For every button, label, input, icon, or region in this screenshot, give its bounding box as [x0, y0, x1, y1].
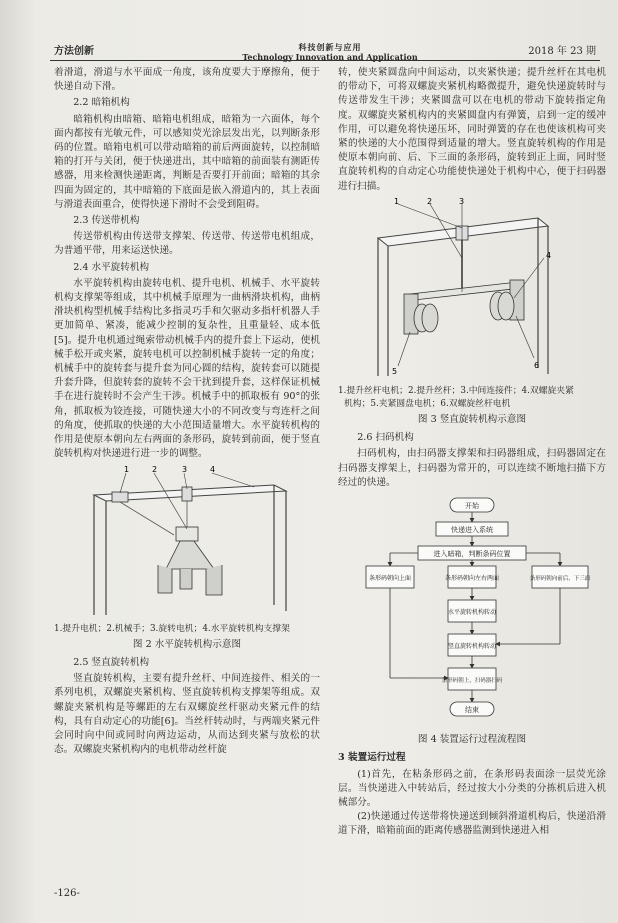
issue-label: 2018 年 23 期: [528, 46, 596, 57]
figure-legend-line: 机构；5.夹紧圆盘电机；6.双螺旋丝杆电机: [344, 399, 511, 410]
callout-2: 2: [427, 197, 433, 206]
callout-4: 4: [210, 465, 216, 475]
paragraph: 转，使夹紧圆盘向中间运动，以夹紧快递；提升丝杆在其电机的带动下，可将双螺旋夹紧机构略微提升，避免快递旋转时与传送带发生干涉；夹紧圆盘可以在电机的带动下旋转指定角度。双螺旋夹紧机构内的夹紧圆盘内有弹簧，启到一定的缓冲作用，可以避免将快递压坏，同时弹簧的存在也使该机构可夹紧的快递的大小范围得到适量的增大。竖直旋转机构的作用是使原本朝向前、后、下三面的条形码，旋转到正上面，同时竖直旋转机构的自动定心功能使快递处于机构中心，便于扫码器进行扫描。: [338, 67, 606, 192]
callout-3: 3: [459, 197, 465, 206]
horizontal-rotation-diagram: [54, 465, 320, 615]
process-flowchart: [338, 494, 606, 726]
flow-branch-right: 条形码朝向前后、下三面: [529, 576, 591, 583]
page-number: -126-: [54, 888, 80, 899]
figure-3: [338, 198, 606, 427]
flow-detect: 进入暗箱，判断条码位置: [433, 550, 511, 559]
section-heading: 2.5 竖直旋转机构: [73, 656, 150, 668]
callout-3: 3: [182, 465, 188, 475]
callout-4: 4: [546, 250, 552, 260]
paragraph: 传送带机构由传送带支撑架、传送带、传送带电机组成，为普通平带，用来运送快递。: [54, 231, 320, 257]
figure-4: [338, 494, 606, 747]
paragraph: 竖直旋转机构，主要有提升丝杆、中间连接件、相关的一系列电机，双螺旋夹紧机构、竖直旋转机构支撑架等组成。双螺旋夹紧机构是等螺距的左右双螺旋丝杆驱动夹紧元件的结构，具有自动定心的功能[6]。当丝杆转动时，与两端夹紧元件会同时向中间或同时向两边运动，从而达到夹紧与放松的状态。双螺旋夹紧机构内的电机带动丝杆旋: [54, 673, 320, 756]
callout-6: 6: [534, 360, 540, 370]
paragraph: (2)快递通过传送带将快递送到倾斜滑道机构后，快递沿滑道下滑，暗箱前面的距离传感器监测到快递进入相: [338, 811, 606, 837]
figure-caption: 图 3 竖直旋转机构示意图: [417, 414, 527, 426]
flow-end: 结束: [465, 706, 479, 715]
paragraph: 着滑道，滑道与水平面成一角度，该角度要大于摩擦角，便于快递自动下滑。: [54, 67, 320, 93]
flow-scan: 条形码朝上，扫码器扫码: [441, 678, 503, 685]
paragraph: (1)首先，在粘条形码之前，在条形码表面涂一层荧光涂层。当快递进入中转站后，经过按大小分类的分拣机后进入机械部分。: [338, 768, 606, 809]
flow-branch-top: 条形码朝向上面: [368, 575, 412, 583]
journal-title: [230, 42, 430, 62]
vertical-rotation-diagram: [338, 198, 606, 378]
figure-legend: 1.提升电机；2.机械手；3.旋转电机；4.水平旋转机构支撑架: [54, 623, 290, 634]
paragraph: 水平旋转机构由旋转电机、提升电机、机械手、水平旋转机构支撑架等组成，其中机械手原理为一曲柄滑块机构，曲柄滑块机构型机械手结构比多指灵巧手和欠驱动多指杆机器人手更加简单、紧凑，能减少控制的复杂性，且重量轻、成本低[5]。提升电机通过绳索带动机械手内的提升套上下运动，使机械手松开或夹紧，旋转电机可以控制机械手旋转一定的角度；机械手中的旋转套与提升套为同心圆的结构，旋转套可以随提升套升降，但旋转套的旋转不会干扰到提升套，这样保证机械手在进行旋转时不会产生干涉。机械手中的抓取板有 90°的张角，抓取板为铰连接，可随快递大小的不同改变与弯连杆之间的角度，使抓取的快递的大小范围适量增大。水平旋转机构的作用是使原本朝向左右两面的条形码，旋转到前面，便于竖直旋转机构对快递进行进一步的调整。: [54, 277, 320, 460]
journal-title-en: Technology Innovation and Application: [242, 52, 418, 62]
callout-1: 1: [394, 197, 400, 206]
figure-caption: 图 2 水平旋转机构示意图: [132, 638, 242, 650]
flow-vertical: 竖直旋转机构转动: [447, 643, 497, 651]
callout-2: 2: [152, 465, 158, 475]
figure-legend-line: 1.提升丝杆电机；2.提升丝杆；3.中间连接件；4.双螺旋夹紧: [338, 386, 574, 397]
flow-enter: 快递进入系统: [451, 526, 493, 535]
paragraph: 扫码机构，由扫码器支撑架和扫码器组成，扫码器固定在扫码器支撑架上，扫码器为常开的，可以连续不断地扫描下方经过的快递。: [338, 448, 606, 488]
paragraph: 暗箱机构由暗箱、暗箱电机组成，暗箱为一六面体，每个面内都按有光敏元件，可以感知荧光涂层发出光，以判断条形码的位置。暗箱电机可以带动暗箱的前后两面旋转，以控制暗箱的打开与关闭，便于快递进出，其中暗箱的前面装有测距传感器，用来检测快递距离，判断是否要打开前面；暗箱的其余四面为固定的，其中暗箱的下底面是嵌入滑道内的，其上表面与滑道表面重合，使得快递下滑时不会受到阻碍。: [54, 113, 320, 210]
header-section: 方法创新: [54, 46, 94, 57]
flow-branch-mid: 条形码朝向左右两面: [444, 575, 500, 583]
section-heading: 2.4 水平旋转机构: [73, 261, 150, 273]
figure-caption: 图 4 装置运行过程流程图: [417, 734, 527, 746]
header-rule: [50, 60, 600, 61]
callout-1: 1: [124, 465, 130, 475]
journal-title-cn: 科技创新与应用: [298, 42, 362, 52]
section-heading: 2.2 暗箱机构: [73, 97, 130, 109]
figure-legend: [338, 385, 606, 411]
figure-2: [54, 465, 320, 651]
left-column: [54, 66, 320, 757]
flow-start: 开始: [465, 502, 479, 511]
section-heading: 2.3 传送带机构: [73, 215, 140, 227]
flow-horizontal: 水平旋转机构转动: [447, 609, 497, 617]
callout-5: 5: [392, 366, 398, 376]
section-heading: 3 装置运行过程: [338, 752, 406, 764]
right-column: [338, 66, 606, 839]
section-heading: 2.6 扫码机构: [357, 432, 414, 444]
